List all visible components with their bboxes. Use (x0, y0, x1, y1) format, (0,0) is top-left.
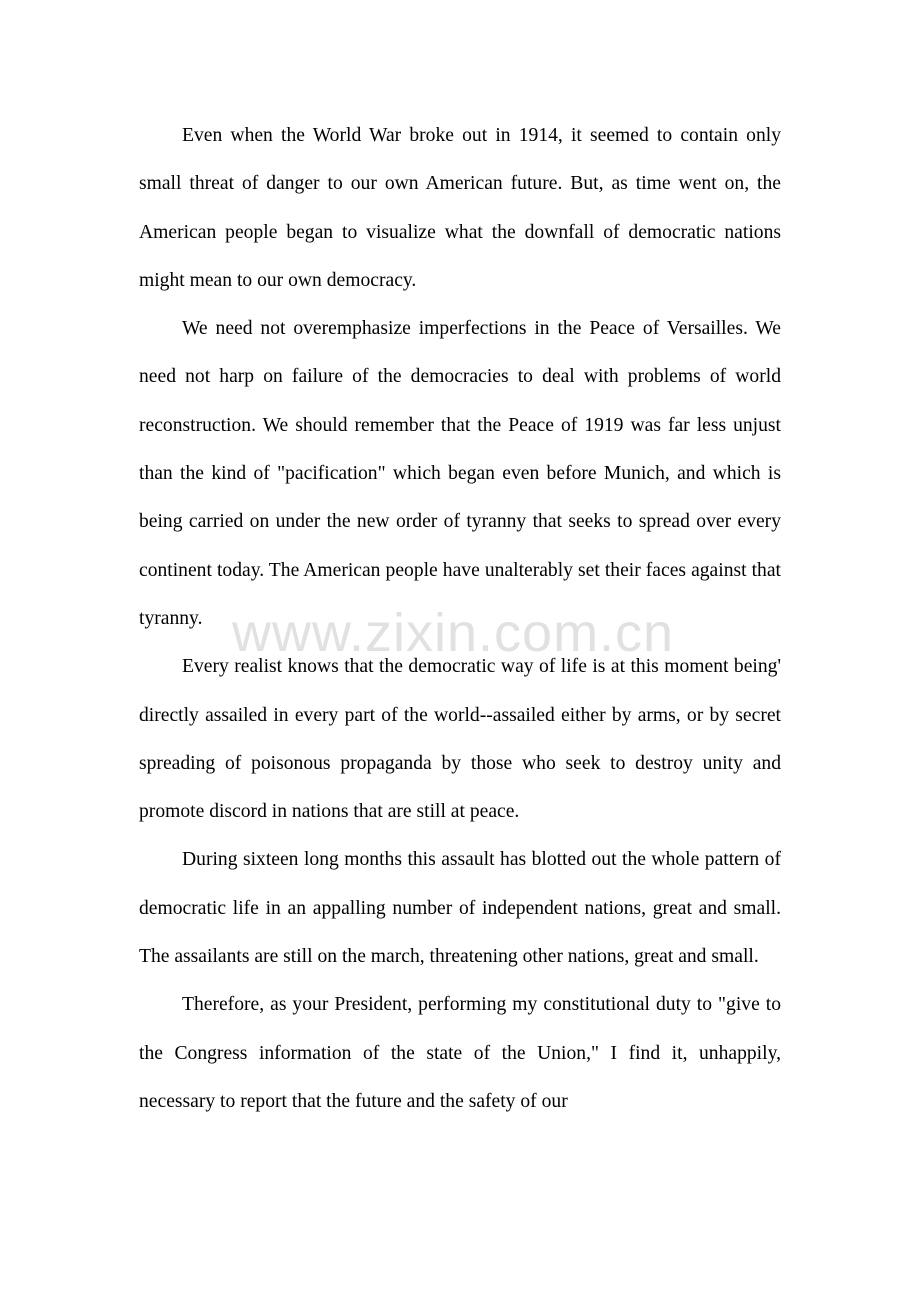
paragraph-3: Every realist knows that the democratic way of life is at this moment being' directly assailed in every part of the world--assailed either by arms, or by secret spreading of poisonous propaganda by those who seek to destroy unity and promote discord in nations that are still at peace. (139, 656, 781, 823)
document-body (139, 112, 781, 1126)
paragraph-2: We need not overemphasize imperfections in the Peace of Versailles. We need not harp on failure of the democracies to deal with problems of world reconstruction. We should remember that the Peace of 1919 was far less unjust than the kind of "pacification" which began even before Munich, and which is being carried on under the new order of tyranny that seeks to spread over every continent today. The American people have unalterably set their faces against that tyranny. (139, 318, 781, 629)
paragraph-5: Therefore, as your President, performing my constitutional duty to "give to the Congress information of the state of the Union," I find it, unhappily, necessary to report that the future and the safety of our (139, 994, 781, 1112)
paragraph-1: Even when the World War broke out in 1914, it seemed to contain only small threat of danger to our own American future. But, as time went on, the American people began to visualize what the downfall of democratic nations might mean to our own democracy. (139, 125, 781, 291)
paragraph-4: During sixteen long months this assault has blotted out the whole pattern of democratic life in an appalling number of independent nations, great and small. The assailants are still on the march, threatening other nations, great and small. (139, 849, 781, 968)
watermark: www.zixin.com.cn (232, 603, 675, 663)
